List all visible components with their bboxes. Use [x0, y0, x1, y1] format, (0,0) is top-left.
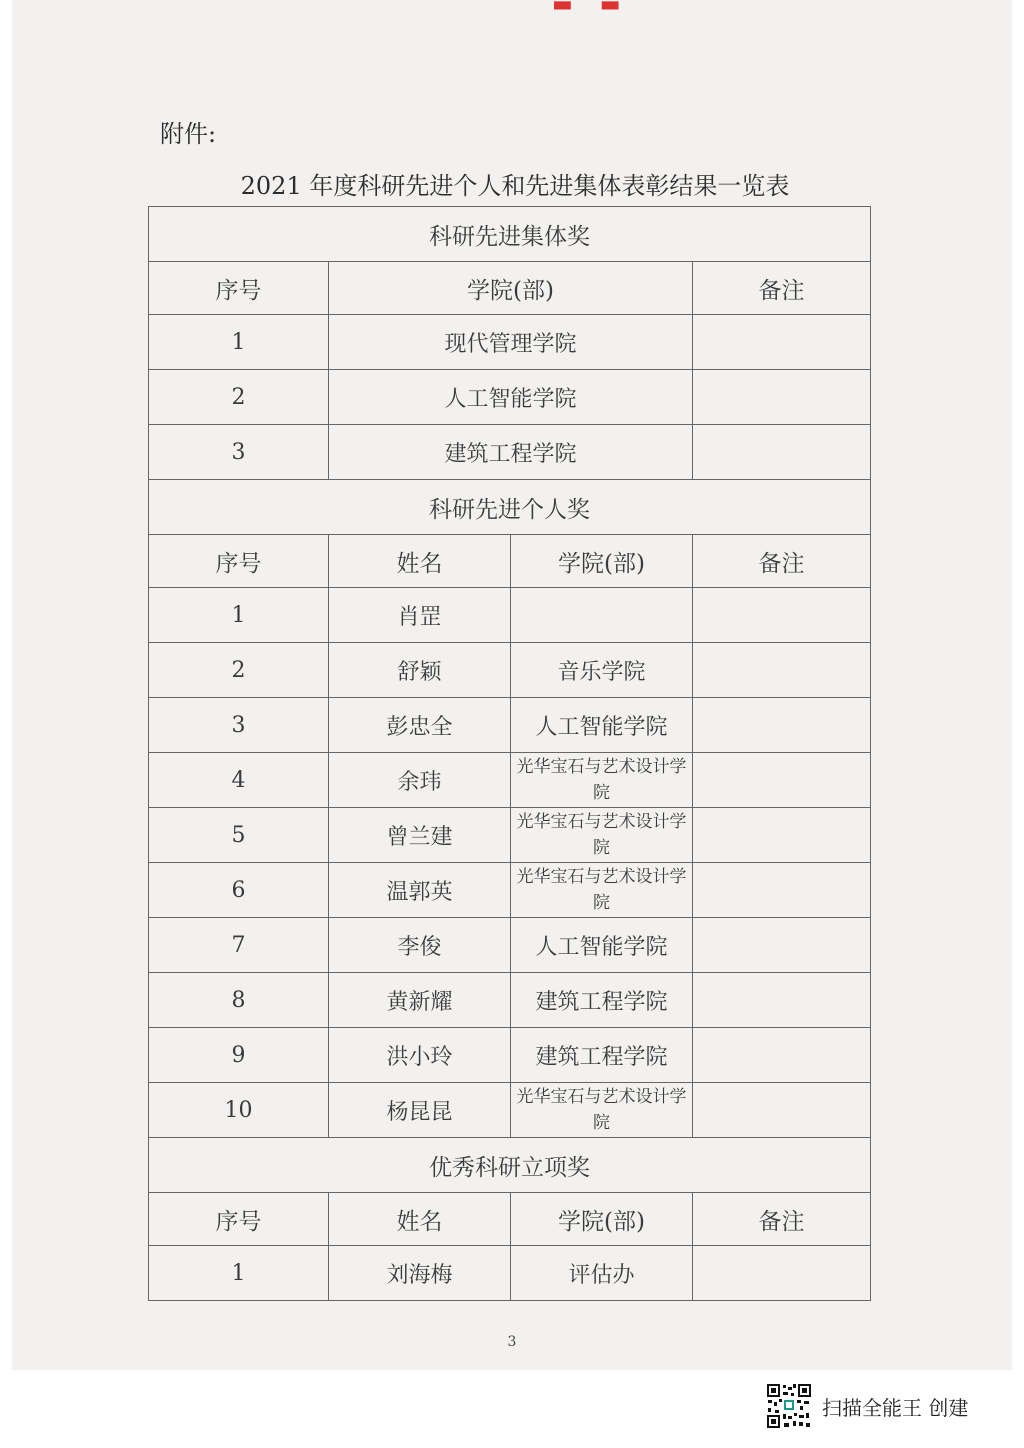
table-row [149, 315, 871, 370]
cell-note [693, 1246, 871, 1301]
red-header-fragment: ▬ ▬ [552, 0, 631, 17]
table-row [149, 1083, 871, 1138]
section-title-individual: 科研先进个人奖 [149, 480, 871, 535]
awards-table [148, 206, 871, 1301]
cell-no: 1 [149, 1246, 329, 1301]
cell-college: 评估办 [511, 1246, 693, 1301]
column-header-no: 序号 [149, 262, 329, 315]
column-header-name: 姓名 [329, 535, 511, 588]
cell-college: 建筑工程学院 [511, 1028, 693, 1083]
column-header-no: 序号 [149, 535, 329, 588]
table-row [149, 918, 871, 973]
column-header-college: 学院(部) [511, 535, 693, 588]
cell-note [693, 425, 871, 480]
column-header-note: 备注 [693, 262, 871, 315]
cell-name: 刘海梅 [329, 1246, 511, 1301]
header-row-collective [149, 262, 871, 315]
cell-no: 2 [149, 643, 329, 698]
column-header-note: 备注 [693, 1193, 871, 1246]
cell-no: 7 [149, 918, 329, 973]
cell-note [693, 918, 871, 973]
scanner-watermark [766, 1382, 968, 1430]
cell-college [511, 588, 693, 643]
cell-no: 4 [149, 753, 329, 808]
cell-college: 光华宝石与艺术设计学院 [511, 863, 693, 918]
cell-college: 人工智能学院 [329, 370, 693, 425]
cell-no: 5 [149, 808, 329, 863]
table-row [149, 425, 871, 480]
cell-name: 洪小玲 [329, 1028, 511, 1083]
cell-note [693, 808, 871, 863]
cell-note [693, 753, 871, 808]
cell-college: 人工智能学院 [511, 698, 693, 753]
cell-note [693, 698, 871, 753]
cell-note [693, 643, 871, 698]
cell-college: 音乐学院 [511, 643, 693, 698]
section-title-project: 优秀科研立项奖 [149, 1138, 871, 1193]
cell-name: 黄新耀 [329, 973, 511, 1028]
attachment-label: 附件: [160, 120, 217, 148]
cell-name: 曾兰建 [329, 808, 511, 863]
header-row-project [149, 1193, 871, 1246]
cell-name: 舒颖 [329, 643, 511, 698]
cell-no: 8 [149, 973, 329, 1028]
cell-note [693, 588, 871, 643]
cell-note [693, 863, 871, 918]
cell-college: 光华宝石与艺术设计学院 [511, 808, 693, 863]
scanner-credit-text: 扫描全能王 创建 [822, 1395, 969, 1420]
table-row [149, 588, 871, 643]
cell-note [693, 1083, 871, 1138]
section-title-collective: 科研先进集体奖 [149, 207, 871, 262]
table-row [149, 808, 871, 863]
cell-note [693, 370, 871, 425]
cell-college: 人工智能学院 [511, 918, 693, 973]
table-row [149, 370, 871, 425]
cell-name: 肖罡 [329, 588, 511, 643]
table-row [149, 643, 871, 698]
cell-college: 建筑工程学院 [329, 425, 693, 480]
cell-no: 2 [149, 370, 329, 425]
column-header-college: 学院(部) [511, 1193, 693, 1246]
cell-name: 杨昆昆 [329, 1083, 511, 1138]
cell-college: 现代管理学院 [329, 315, 693, 370]
cell-name: 彭忠全 [329, 698, 511, 753]
section-row-project [149, 1138, 871, 1193]
table-row [149, 753, 871, 808]
cell-no: 3 [149, 425, 329, 480]
qr-code-icon [766, 1383, 812, 1429]
column-header-name: 姓名 [329, 1193, 511, 1246]
cell-college: 光华宝石与艺术设计学院 [511, 753, 693, 808]
table-row [149, 1028, 871, 1083]
table-row [149, 973, 871, 1028]
column-header-college: 学院(部) [329, 262, 693, 315]
table-row [149, 863, 871, 918]
cell-no: 9 [149, 1028, 329, 1083]
cell-name: 温郭英 [329, 863, 511, 918]
document-title: 2021 年度科研先进个人和先进集体表彰结果一览表 [240, 172, 790, 200]
cell-no: 1 [149, 315, 329, 370]
column-header-note: 备注 [693, 535, 871, 588]
cell-note [693, 973, 871, 1028]
cell-no: 6 [149, 863, 329, 918]
cell-no: 3 [149, 698, 329, 753]
table-row [149, 698, 871, 753]
section-row-individual [149, 480, 871, 535]
cell-note [693, 315, 871, 370]
cell-no: 10 [149, 1083, 329, 1138]
section-row-collective [149, 207, 871, 262]
cell-name: 李俊 [329, 918, 511, 973]
header-row-individual [149, 535, 871, 588]
cell-college: 建筑工程学院 [511, 973, 693, 1028]
cell-no: 1 [149, 588, 329, 643]
cell-note [693, 1028, 871, 1083]
cell-name: 余玮 [329, 753, 511, 808]
column-header-no: 序号 [149, 1193, 329, 1246]
table-row [149, 1246, 871, 1301]
cell-college: 光华宝石与艺术设计学院 [511, 1083, 693, 1138]
page-number: 3 [507, 1334, 517, 1350]
